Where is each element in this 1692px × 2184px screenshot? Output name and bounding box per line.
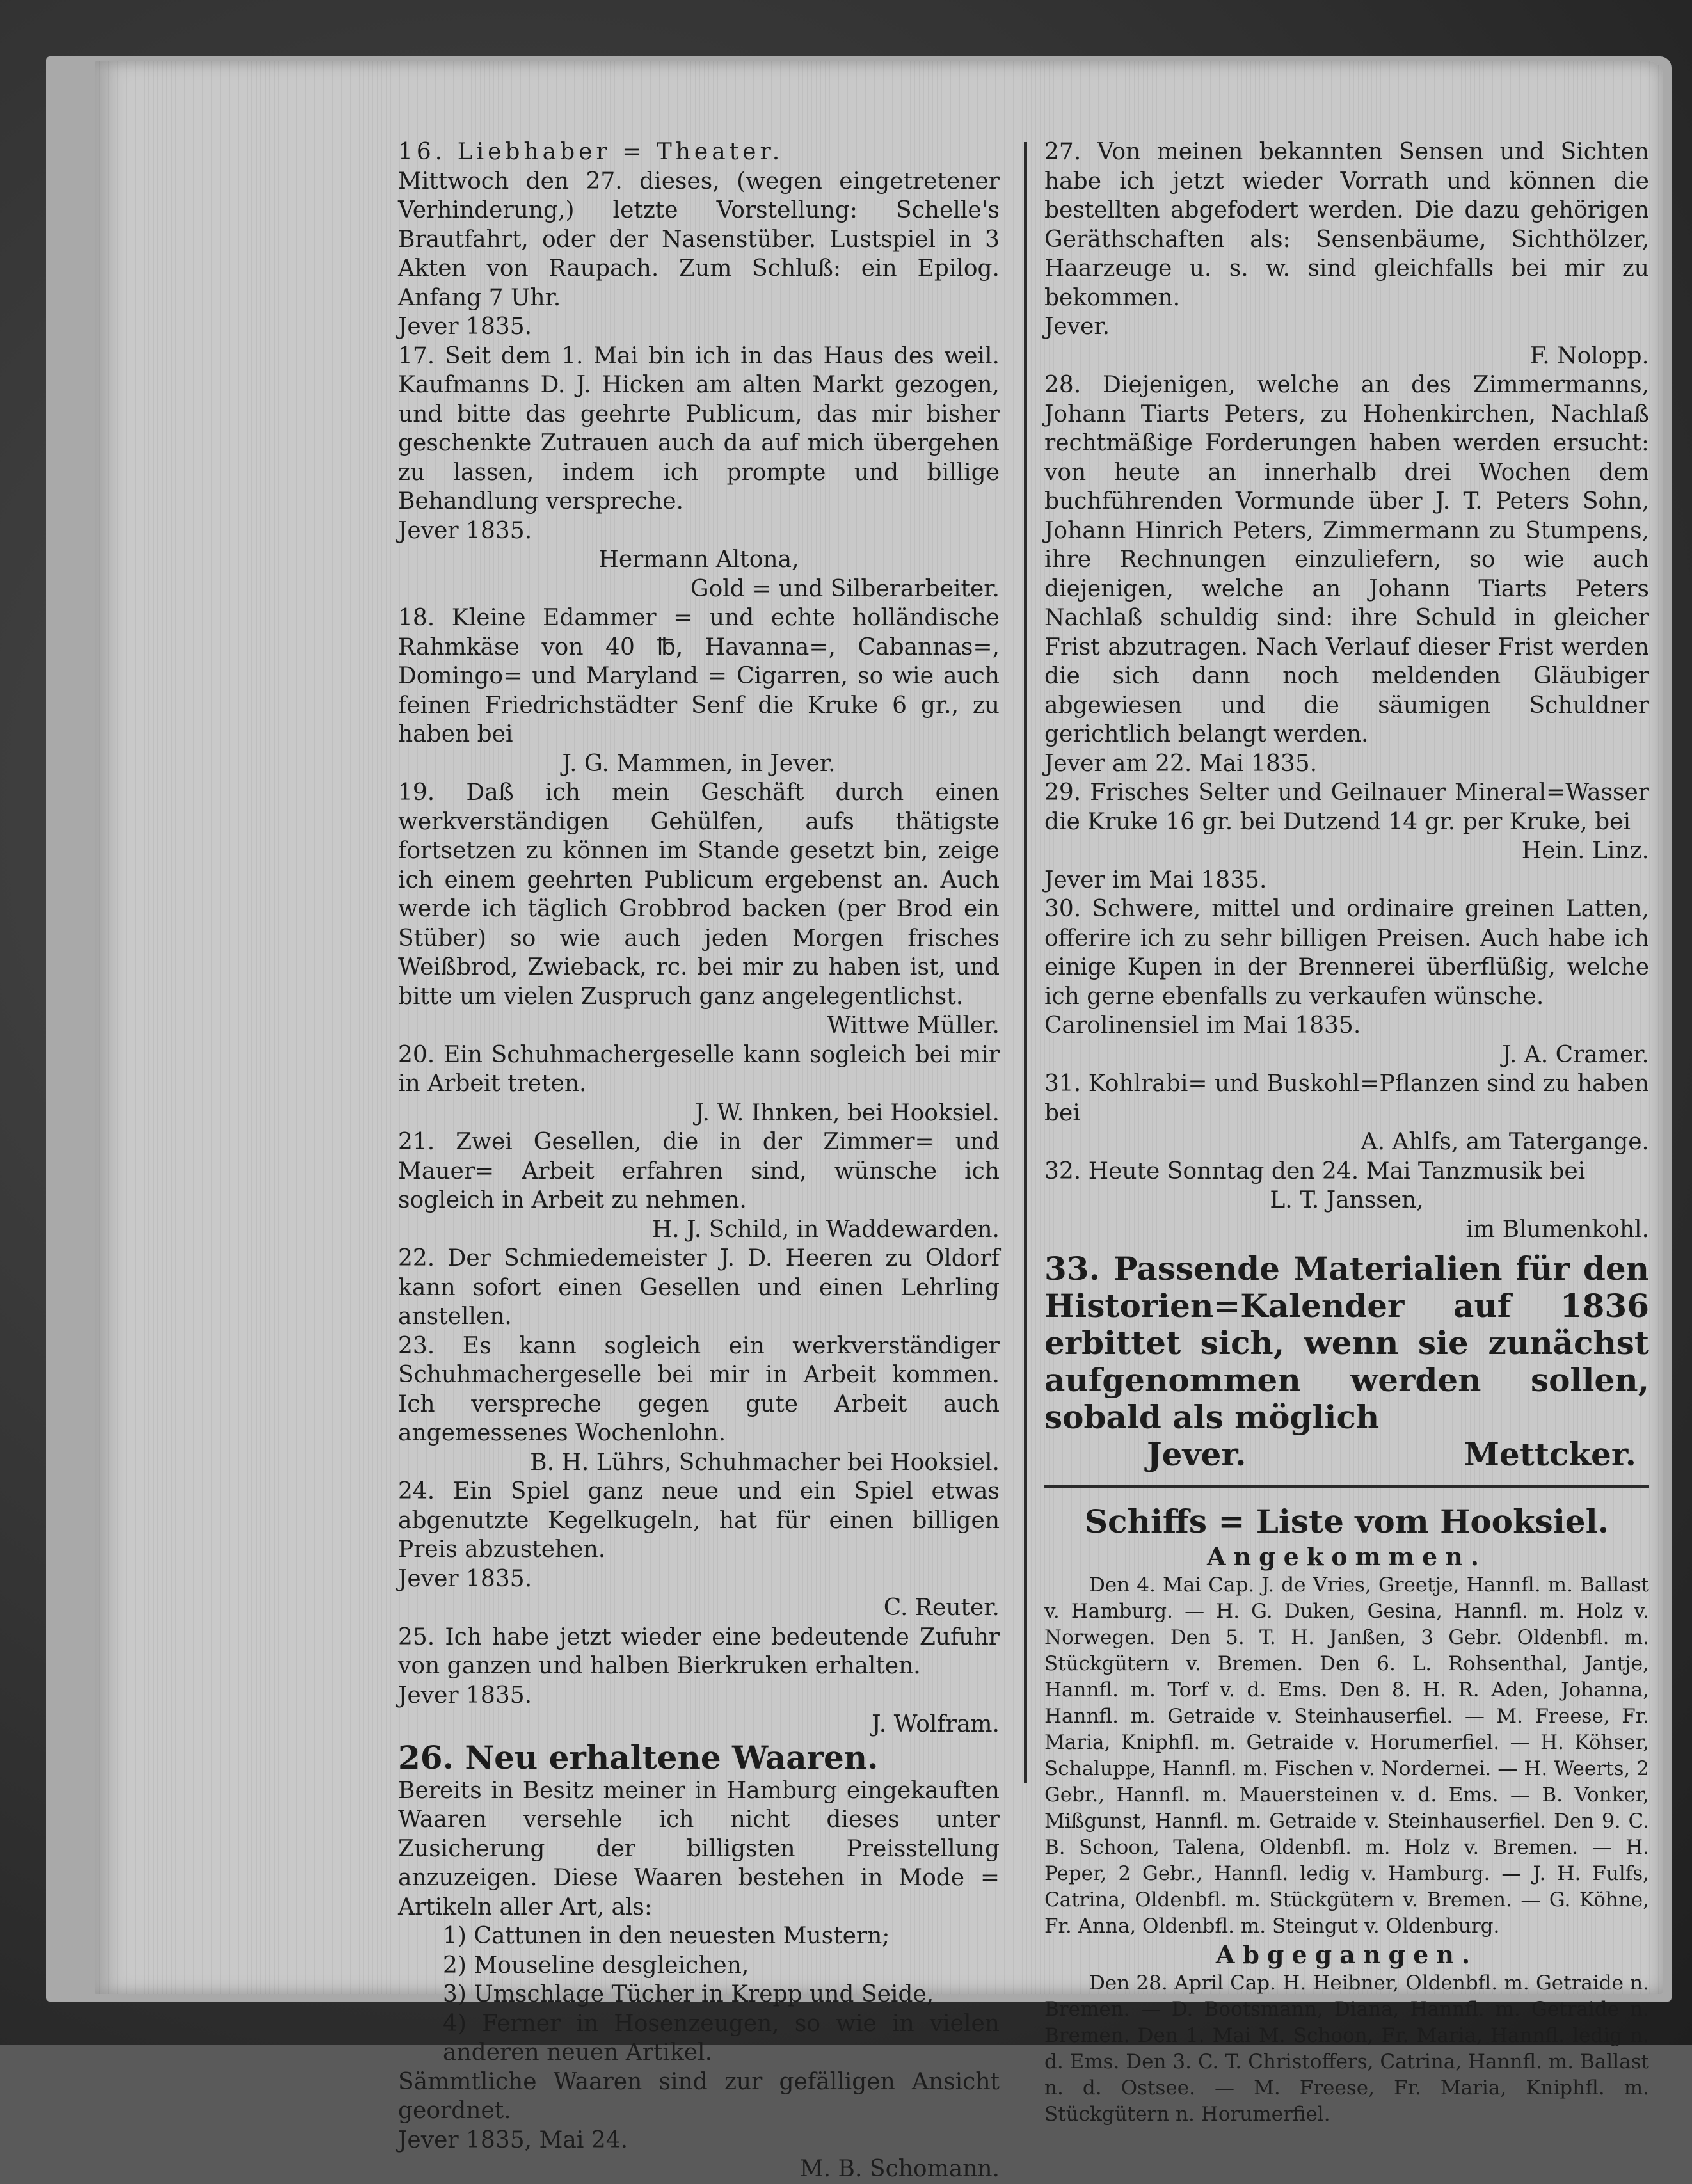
ad-26-signer: M. B. Schomann. — [799, 2156, 1000, 2182]
ad-19-signer: Wittwe Müller. — [827, 1012, 1000, 1039]
ad-18 — [398, 603, 1000, 778]
ad-29-signer: Hein. Linz. — [1521, 838, 1649, 864]
ad-33-footer — [1044, 1436, 1649, 1473]
ad-17-signer-role: Gold = und Silberarbeiter. — [690, 575, 1000, 602]
ad-19-body: 19. Daß ich mein Geschäft durch einen werkverständigen Gehülfen, aufs thätigste fortsetzen zu können im Stande gesetzt bin, zeige ich einem geehrten Publicum ergebenst an. Auch werde ich täglich Grobbrod backen (per Brod ein Stüber) so wie auch jeden Morgen frisches Weißbrod, Zwieback, rc. bei mir zu haben ist, und bitte um vielen Zuspruch ganz angelegentlichst. — [398, 779, 1000, 1010]
ad-20-signer: J. W. Ihnken, bei Hooksiel. — [694, 1099, 1000, 1126]
ad-16-body: Mittwoch den 27. dieses, (wegen eingetretener Verhinderung,) letzte Vorstellung: Schelle's Brautfahrt, oder der Nasenstüber. Lustspiel in 3 Akten von Raupach. Zum Schluß: ein Epilog. Anfang 7 Uhr. — [398, 168, 1000, 311]
ad-17 — [398, 342, 1000, 604]
ad-32-body: 32. Heute Sonntag den 24. Mai Tanzmusik bei — [1044, 1158, 1586, 1184]
ad-23 — [398, 1332, 1000, 1478]
ad-24 — [398, 1477, 1000, 1623]
ad-25-signer: J. Wolfram. — [872, 1711, 1000, 1737]
ad-27 — [1044, 138, 1649, 371]
ad-22-body: 22. Der Schmiedemeister J. D. Heeren zu Oldorf kann sofort einen Gesellen und einen Lehrling anstellen. — [398, 1245, 1000, 1330]
ad-26-body: Bereits in Besitz meiner in Hamburg eingekauften Waaren versehle ich nicht dieses unter Zusicherung der billigsten Preisstellung anzuzeigen. Diese Waaren bestehen in Mode = Artikeln aller Art, als: — [398, 1777, 1000, 1920]
ad-28-place: Jever am 22. Mai 1835. — [1044, 750, 1318, 777]
section-divider — [1044, 1485, 1649, 1488]
ad-26 — [398, 1739, 1000, 2184]
ad-17-body: 17. Seit dem 1. Mai bin ich in das Haus des weil. Kaufmanns D. J. Hicken am alten Markt gezogen, und bitte das geehrte Publicum, das mir bisher geschenkte Zutrauen auch da auf mich übergehen zu lassen, indem ich prompte und billige Behandlung verspreche. — [398, 342, 1000, 514]
list-item: 2) Mouseline desgleichen, — [443, 1952, 749, 1979]
ad-21-signer: H. J. Schild, in Waddewarden. — [651, 1216, 1000, 1243]
arrived-heading: Angekommen. — [1207, 1542, 1487, 1571]
column-divider — [1024, 142, 1027, 1783]
list-item: 3) Umschlage Tücher in Krepp und Seide, — [443, 1981, 934, 2007]
ad-20 — [398, 1040, 1000, 1128]
left-column — [398, 138, 1000, 2184]
ad-29-place: Jever im Mai 1835. — [1044, 866, 1267, 893]
ad-33-signer: Mettcker. — [1464, 1435, 1636, 1473]
ad-31 — [1044, 1069, 1649, 1157]
ad-28 — [1044, 371, 1649, 778]
ad-18-body: 18. Kleine Edammer = und echte holländische Rahmkäse von 40 ℔, Havanna=, Cabannas=, Domingo= und Maryland = Cigarren, so wie auch feinen Friedrichstädter Senf die Kruke 6 gr., zu haben bei — [398, 605, 1000, 747]
ad-33-place: Jever. — [1147, 1435, 1247, 1473]
ad-31-signer: A. Ahlfs, am Tatergange. — [1361, 1129, 1649, 1155]
ad-27-body: 27. Von meinen bekannten Sensen und Sichten habe ich jetzt wieder Vorrath und können die bestellten abgefodert werden. Die dazu gehörigen Geräthschaften als: Sensenbäume, Sichthölzer, Haarzeuge u. s. w. sind gleichfalls bei mir zu bekommen. — [1044, 139, 1649, 311]
ad-26-closing: Sämmtliche Waaren sind zur gefälligen Ansicht geordnet. — [398, 2068, 1000, 2124]
ad-18-signer: J. G. Mammen, in Jever. — [562, 750, 836, 777]
ad-25-body: 25. Ich habe jetzt wieder eine bedeutende Zufuhr von ganzen und halben Bierkruken erhalten. — [398, 1623, 1000, 1679]
ad-16-title: 16. Liebhaber = Theater. — [398, 139, 784, 165]
ad-21 — [398, 1128, 1000, 1244]
ad-31-body: 31. Kohlrabi= und Buskohl=Pflanzen sind zu haben bei — [1044, 1071, 1649, 1126]
ad-17-place: Jever 1835. — [398, 517, 532, 544]
ad-32 — [1044, 1157, 1649, 1245]
ad-19 — [398, 778, 1000, 1040]
ad-32-signer: L. T. Janssen, — [1270, 1187, 1424, 1213]
ad-27-place: Jever. — [1044, 314, 1110, 340]
ad-24-signer: C. Reuter. — [883, 1595, 1000, 1621]
arrived-list: Den 4. Mai Cap. J. de Vries, Greetje, Hannfl. m. Ballast v. Hamburg. — H. G. Duken, Gesina, Hannfl. m. Holz v. Norwegen. Den 5. T. H. Janßen, 3 Gebr. Oldenbfl. m. Stückgütern v. Bremen. Den 6. L. Rohsenthal, Jantje, Hannfl. m. Torf v. d. Ems. Den 8. H. R. Aden, Johanna, Hannfl. m. Getraide v. Steinhauserfiel. — M. Freese, Fr. Maria, Kniphfl. m. Getraide v. Horumerfiel. — H. Köhser, Schaluppe, Hannfl. m. Fischen v. Nordernei. — H. Weerts, 2 Gebr., Hannfl. m. Mauersteinen v. d. Ems. — B. Vonker, Mißgunst, Hannfl. m. Getraide v. Steinhauserfiel. Den 9. C. B. Schoon, Talena, Oldenbfl. m. Holz v. Bremen. — H. Peper, 2 Gebr., Hannfl. ledig v. Hamburg. — J. H. Fulfs, Catrina, Oldenbfl. m. Stückgütern v. Bremen. — G. Köhne, Fr. Anna, Oldenbfl. m. Steingut v. Oldenburg. — [1044, 1574, 1649, 1938]
ad-26-place: Jever 1835, Mai 24. — [398, 2126, 628, 2153]
ad-29 — [1044, 778, 1649, 895]
ad-30 — [1044, 895, 1649, 1069]
ad-26-title: 26. Neu erhaltene Waaren. — [398, 1738, 879, 1776]
ad-23-body: 23. Es kann sogleich ein werkverständiger Schuhmachergeselle bei mir in Arbeit kommen. Ich verspreche gegen gute Arbeit auch angemessenes Wochenlohn. — [398, 1332, 1000, 1446]
ad-16-place: Jever 1835. — [398, 314, 532, 340]
list-item: 4) Ferner in Hosenzeugen, so wie in vielen anderen neuen Artikel. — [443, 2010, 1000, 2066]
list-item: 1) Cattunen in den neuesten Mustern; — [443, 1923, 890, 1949]
ad-25-place: Jever 1835. — [398, 1682, 532, 1709]
ad-24-body: 24. Ein Spiel ganz neue und ein Spiel etwas abgenutzte Kegelkugeln, hat für einen billigen Preis abzustehen. — [398, 1478, 1000, 1563]
ship-list — [1044, 1502, 1649, 2128]
ad-23-signer: B. H. Lührs, Schuhmacher bei Hooksiel. — [530, 1449, 1000, 1476]
ad-24-place: Jever 1835. — [398, 1565, 532, 1592]
ship-list-title: Schiffs = Liste vom Hooksiel. — [1084, 1502, 1609, 1540]
ad-17-signer: Hermann Altona, — [598, 546, 799, 573]
ad-22 — [398, 1244, 1000, 1332]
ad-26-items — [398, 1922, 1000, 2068]
ad-21-body: 21. Zwei Gesellen, die in der Zimmer= und Mauer= Arbeit erfahren sind, wünsche ich sogleich in Arbeit zu nehmen. — [398, 1129, 1000, 1213]
departed-heading: Abgegangen. — [1215, 1940, 1478, 1969]
ad-30-place: Carolinensiel im Mai 1835. — [1044, 1012, 1361, 1039]
ad-32-signer2: im Blumenkohl. — [1465, 1216, 1649, 1243]
ad-20-body: 20. Ein Schuhmachergeselle kann sogleich bei mir in Arbeit treten. — [398, 1041, 1000, 1097]
ad-28-body: 28. Diejenigen, welche an des Zimmermanns, Johann Tiarts Peters, zu Hohenkirchen, Nachlaß rechtmäßige Forderungen haben werden ersucht: von heute an innerhalb drei Wochen dem buchführenden Vormunde über J. T. Peters Sohn, Johann Hinrich Peters, Zimmermann zu Stumpens, ihre Rechnungen einzuliefern, so wie auch diejenigen, welche an Johann Tiarts Peters Nachlaß schuldig sind: ihre Schuld in gleicher Frist abzutragen. Nach Verlauf dieser Frist werden die sich dann noch meldenden Gläubiger abgewiesen und die säumigen Schuldner gerichtlich belangt werden. — [1044, 372, 1649, 747]
ad-30-body: 30. Schwere, mittel und ordinaire greinen Latten, offerire ich zu sehr billigen Preisen. Auch habe ich einige Kupen in der Brennerei überflüßig, welche ich gerne ebenfalls zu verkaufen wünsche. — [1044, 896, 1649, 1010]
ad-30-signer: J. A. Cramer. — [1502, 1041, 1649, 1068]
ad-25 — [398, 1623, 1000, 1739]
ad-29-body: 29. Frisches Selter und Geilnauer Mineral=Wasser die Kruke 16 gr. bei Dutzend 14 gr. per Kruke, bei — [1044, 779, 1649, 835]
departed-list: Den 28. April Cap. H. Heibner, Oldenbfl. m. Getraide n. Bremen. — D. Bootsmann, Diana, Hannfl. m. Getraide n. Bremen. Den 1. Mai M. Schoon, Fr. Maria, Hannfl. ledig n. d. Ems. Den 3. C. T. Christoffers, Catrina, Hannfl. m. Ballast n. d. Ostsee. — M. Freese, Fr. Maria, Kniphfl. m. Stückgütern n. Horumerfiel. — [1044, 1972, 1649, 2126]
ad-33-body: 33. Passende Materialien für den Historien=Kalender auf 1836 erbittet sich, wenn sie zunächst aufgenommen werden sollen, sobald als möglich — [1044, 1250, 1649, 1436]
ad-16 — [398, 138, 1000, 342]
right-column — [1044, 138, 1649, 2128]
ad-27-signer: F. Nolopp. — [1529, 342, 1649, 369]
ad-33 — [1044, 1250, 1649, 1473]
